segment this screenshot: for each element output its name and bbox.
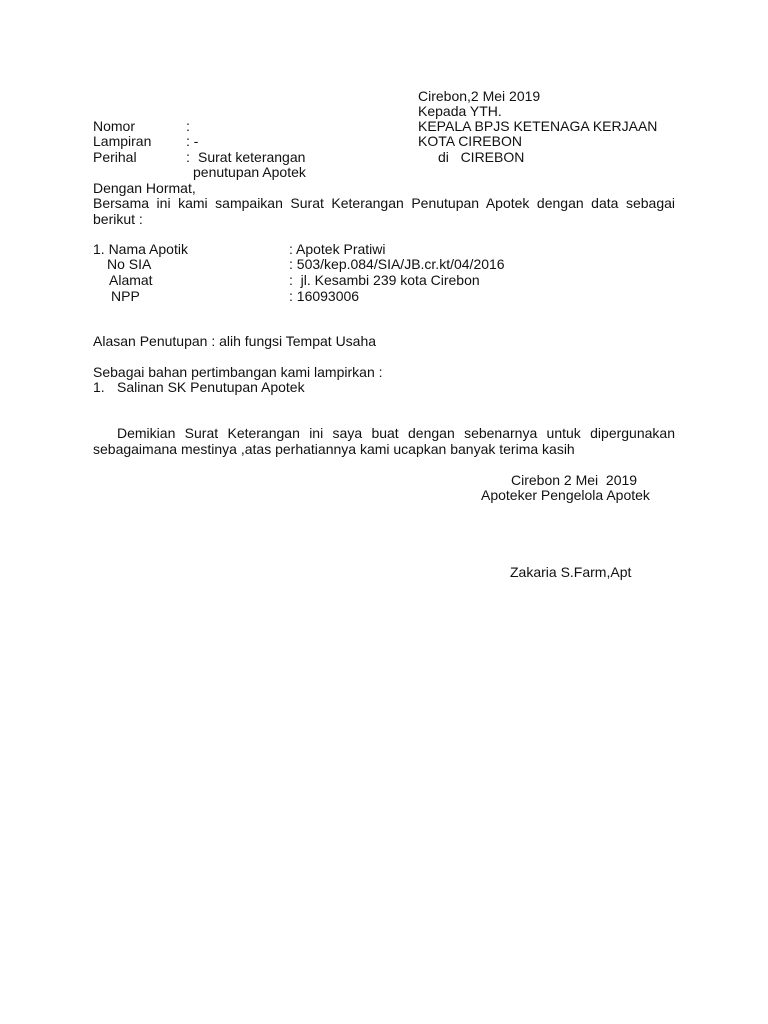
data-value-nama-apotik: : Apotek Pratiwi <box>289 241 386 257</box>
attachment-item: Salinan SK Penutupan Apotek <box>117 379 305 395</box>
attachment-number: 1. <box>93 379 105 395</box>
field-label-lampiran: Lampiran <box>93 133 152 149</box>
field-label-nomor: Nomor <box>93 118 136 134</box>
signature-title: Apoteker Pengelola Apotek <box>481 487 650 503</box>
addressee-line-2: KOTA CIREBON <box>418 133 522 149</box>
signature-place-date: Cirebon 2 Mei 2019 <box>511 472 638 488</box>
data-value-no-sia: : 503/kep.084/SIA/JB.cr.kt/04/2016 <box>289 256 505 272</box>
salutation: Dengan Hormat, <box>93 180 196 196</box>
signature-name: Zakaria S.Farm,Apt <box>510 564 632 580</box>
addressee-line-3: di CIREBON <box>438 149 525 165</box>
data-value-alamat: : jl. Kesambi 239 kota Cirebon <box>289 272 480 288</box>
field-value-perihal-line-2: penutupan Apotek <box>193 164 306 180</box>
field-value-perihal: Surat keterangan <box>198 149 306 165</box>
data-value-npp: : 16093006 <box>289 288 360 304</box>
data-label-nama-apotik: 1. Nama Apotik <box>93 241 188 257</box>
letter-place-date: Cirebon,2 Mei 2019 <box>418 88 541 104</box>
field-colon-nomor: : <box>186 118 190 134</box>
field-colon-perihal: : <box>186 149 190 165</box>
attachments-intro: Sebagai bahan pertimbangan kami lampirkan : <box>93 364 383 380</box>
field-label-perihal: Perihal <box>93 149 137 165</box>
field-colon-lampiran: : - <box>186 133 199 149</box>
data-label-alamat: Alamat <box>109 272 153 288</box>
closing-reason: Alasan Penutupan : alih fungsi Tempat Usaha <box>93 333 377 349</box>
closing-paragraph: Demikian Surat Keterangan ini saya buat dengan sebenarnya untuk dipergunakan sebagaimana mestinya ,atas perhatiannya kami ucapkan banyak terima kasih <box>93 425 675 457</box>
data-label-npp: NPP <box>111 288 140 304</box>
addressee-greeting: Kepada YTH. <box>418 103 502 119</box>
data-label-no-sia: No SIA <box>107 256 152 272</box>
addressee-line-1: KEPALA BPJS KETENAGA KERJAAN <box>418 118 658 134</box>
intro-paragraph: Bersama ini kami sampaikan Surat Keterangan Penutupan Apotek dengan data sebagai berikut : <box>93 195 675 227</box>
